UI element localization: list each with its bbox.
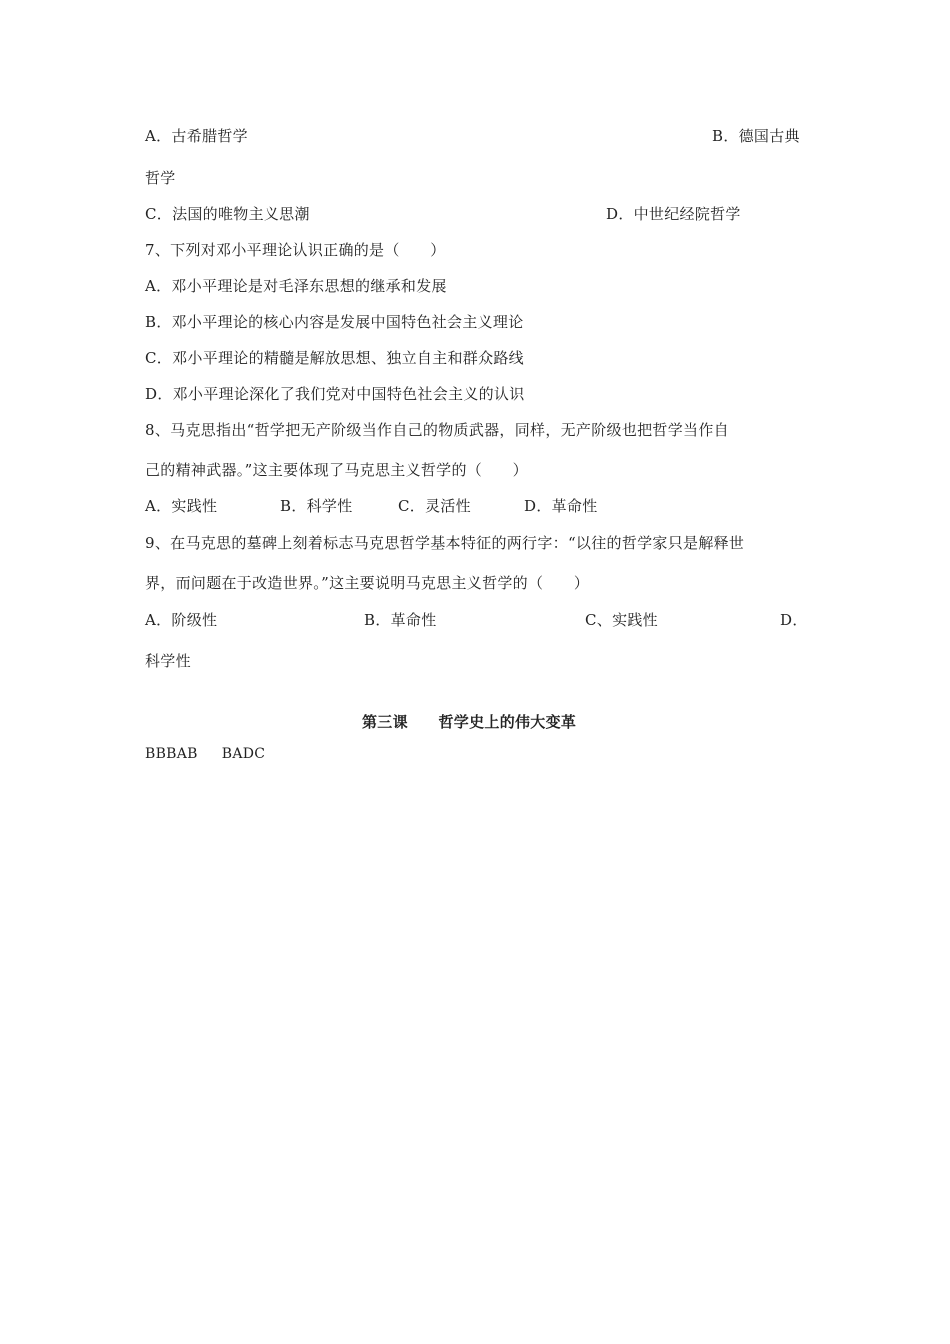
q6-option-b-continued: 哲学	[145, 169, 176, 187]
q6-option-d: D．中世纪经院哲学	[606, 205, 741, 223]
q8-question-line1: 8、马克思指出“哲学把无产阶级当作自己的物质武器，同样，无产阶级也把哲学当作自	[145, 421, 729, 439]
q8-option-c: C．灵活性	[398, 497, 471, 515]
q9-question-line2: 界，而问题在于改造世界。”这主要说明马克思主义哲学的（ ）	[145, 574, 590, 592]
answers-heading: 第三课 哲学史上的伟大变革	[362, 713, 577, 731]
q8-option-a: A．实践性	[145, 497, 218, 515]
q8-option-b: B．科学性	[280, 497, 353, 515]
q7-option-a: A．邓小平理论是对毛泽东思想的继承和发展	[145, 277, 447, 295]
q8-option-d: D．革命性	[524, 497, 598, 515]
answers-group-2: BADC	[221, 746, 266, 762]
q7-question: 7、下列对邓小平理论认识正确的是（ ）	[145, 241, 446, 259]
answers-group-1: BBBAB	[145, 746, 198, 762]
q7-option-b: B．邓小平理论的核心内容是发展中国特色社会主义理论	[145, 313, 524, 331]
q6-option-b: B．德国古典	[712, 127, 800, 145]
q6-option-c: C．法国的唯物主义思潮	[145, 205, 310, 223]
q9-option-b: B．革命性	[364, 611, 437, 629]
q9-option-d-continued: 科学性	[145, 652, 191, 670]
q9-option-d: D．	[780, 611, 808, 629]
q6-option-a: A．古希腊哲学	[145, 127, 248, 145]
q9-option-a: A．阶级性	[145, 611, 218, 629]
q9-question-line1: 9、在马克思的墓碑上刻着标志马克思哲学基本特征的两行字：“以往的哲学家只是解释世	[145, 534, 745, 552]
answers-line	[145, 744, 265, 764]
q7-option-d: D．邓小平理论深化了我们党对中国特色社会主义的认识	[145, 385, 525, 403]
q9-option-c: C、实践性	[585, 611, 658, 629]
q8-question-line2: 己的精神武器。”这主要体现了马克思主义哲学的（ ）	[145, 461, 528, 479]
q7-option-c: C．邓小平理论的精髓是解放思想、独立自主和群众路线	[145, 349, 524, 367]
